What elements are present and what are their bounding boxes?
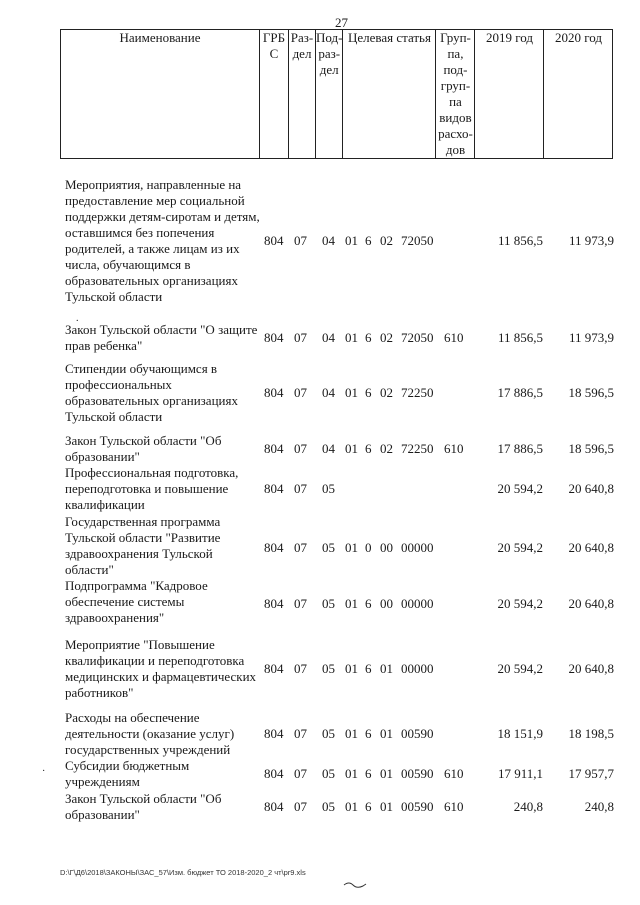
file-path-footer: D:\Г\Д6\2018\ЗАКОНЫ\ЗАС_57\Изм. бюджет ТО 2018-2020_2 чт\pr9.xls: [60, 868, 306, 877]
row-target-subprogram: 6: [365, 596, 372, 611]
row-podrazdel: 05: [322, 726, 335, 741]
row-grbs: 804: [264, 661, 284, 676]
row-target-program: 01: [345, 661, 358, 676]
row-vr: 610: [444, 441, 464, 456]
row-razdel: 07: [294, 441, 307, 456]
row-grbs: 804: [264, 799, 284, 814]
header-vr-line: па: [449, 94, 462, 109]
row-target-subprogram: 6: [365, 661, 372, 676]
row-target-direction: 72050: [401, 233, 434, 248]
row-grbs: 804: [264, 233, 284, 248]
header-grbs-line: ГРБ: [262, 30, 286, 45]
header-vr-line: видов: [439, 110, 472, 125]
row-target-direction: 00000: [401, 596, 434, 611]
row-target-program: 01: [345, 385, 358, 400]
row-razdel: 07: [294, 540, 307, 555]
row-razdel: 07: [294, 233, 307, 248]
row-grbs: 804: [264, 766, 284, 781]
row-2019-value: 11 856,5: [497, 330, 543, 345]
scan-tick: ·: [42, 766, 46, 777]
row-target-program: 01: [345, 596, 358, 611]
header-vr-line: расхо-: [438, 126, 473, 141]
row-2020-value: 18 198,5: [568, 726, 614, 741]
row-grbs: 804: [264, 385, 284, 400]
row-target-subprogram: 6: [365, 385, 372, 400]
row-2019-value: 20 594,2: [497, 661, 543, 676]
handwritten-mark: [343, 880, 367, 888]
row-razdel: 07: [294, 330, 307, 345]
row-name: Закон Тульской области "Об образовании": [65, 433, 222, 464]
row-target-measure: 01: [380, 661, 393, 676]
row-target-direction: 00590: [401, 799, 434, 814]
header-vr-line: дов: [445, 142, 466, 157]
row-2019-value: 17 911,1: [497, 766, 543, 781]
row-2020-value: 20 640,8: [568, 481, 614, 496]
row-target-subprogram: 6: [365, 766, 372, 781]
header-podrazdel-line: дел: [319, 62, 339, 77]
row-2019-value: 17 886,5: [497, 441, 543, 456]
row-razdel: 07: [294, 385, 307, 400]
row-2020-value: 20 640,8: [568, 540, 614, 555]
header-2020: 2020 год: [544, 30, 613, 159]
row-name: Закон Тульской области "О защите прав ребенка": [65, 322, 258, 353]
row-2020-value: 11 973,9: [568, 330, 614, 345]
row-podrazdel: 04: [322, 330, 335, 345]
row-2019-value: 20 594,2: [497, 596, 543, 611]
row-vr: 610: [444, 766, 464, 781]
header-name: Наименование: [61, 30, 260, 159]
row-name: Расходы на обеспечение деятельности (оказание услуг) государственных учреждений: [65, 710, 235, 757]
row-target-subprogram: 6: [365, 330, 372, 345]
row-target-direction: 00000: [401, 540, 434, 555]
row-target-program: 01: [345, 766, 358, 781]
row-name: Стипендии обучающимся в профессиональных образовательных организациях Тульской области: [65, 361, 238, 424]
row-target-direction: 00590: [401, 766, 434, 781]
header-razdel-line: Раз-: [290, 30, 314, 45]
row-target-measure: 00: [380, 596, 393, 611]
header-vr-line: па,: [447, 46, 464, 61]
row-2019-value: 11 856,5: [497, 233, 543, 248]
row-2020-value: 18 596,5: [568, 441, 614, 456]
row-podrazdel: 04: [322, 233, 335, 248]
row-target-measure: 02: [380, 441, 393, 456]
row-razdel: 07: [294, 726, 307, 741]
row-2019-value: 17 886,5: [497, 385, 543, 400]
header-razdel-line: дел: [292, 46, 312, 61]
header-vr-line: под-: [443, 62, 468, 77]
row-name: Подпрограмма "Кадровое обеспечение системы здравоохранения": [65, 578, 208, 625]
row-target-program: 01: [345, 233, 358, 248]
header-target: Целевая статья: [343, 30, 436, 159]
header-podrazdel-line: Под-: [316, 30, 343, 45]
row-podrazdel: 05: [322, 661, 335, 676]
row-podrazdel: 05: [322, 481, 335, 496]
row-grbs: 804: [264, 481, 284, 496]
row-razdel: 07: [294, 799, 307, 814]
row-2020-value: 18 596,5: [568, 385, 614, 400]
row-2019-value: 18 151,9: [497, 726, 543, 741]
row-name: Профессиональная подготовка, переподготовка и повышение квалификации: [65, 465, 239, 512]
row-target-direction: 72050: [401, 330, 434, 345]
row-grbs: 804: [264, 441, 284, 456]
row-name: Мероприятия, направленные на предоставление мер социальной поддержки детям-сиротам и детям, оставшимся без попечения родителей, а также лицам из их числа, обучающимся в образовательных организациях Тульской области: [65, 177, 260, 304]
row-target-subprogram: 6: [365, 441, 372, 456]
row-razdel: 07: [294, 596, 307, 611]
row-2020-value: 20 640,8: [568, 596, 614, 611]
row-razdel: 07: [294, 661, 307, 676]
row-podrazdel: 05: [322, 540, 335, 555]
row-vr: 610: [444, 330, 464, 345]
row-target-measure: 01: [380, 726, 393, 741]
row-target-program: 01: [345, 330, 358, 345]
row-razdel: 07: [294, 481, 307, 496]
scan-dot: .: [76, 313, 79, 324]
row-target-measure: 02: [380, 330, 393, 345]
row-target-program: 01: [345, 441, 358, 456]
row-target-measure: 01: [380, 766, 393, 781]
row-podrazdel: 05: [322, 766, 335, 781]
row-2020-value: 17 957,7: [568, 766, 614, 781]
row-grbs: 804: [264, 330, 284, 345]
row-target-subprogram: 6: [365, 726, 372, 741]
row-target-program: 01: [345, 799, 358, 814]
row-vr: 610: [444, 799, 464, 814]
header-podrazdel-line: раз-: [318, 46, 341, 61]
row-target-measure: 02: [380, 233, 393, 248]
row-podrazdel: 05: [322, 799, 335, 814]
row-grbs: 804: [264, 596, 284, 611]
row-name: Закон Тульской области "Об образовании": [65, 791, 222, 822]
header-vr-line: Груп-: [440, 30, 471, 45]
row-name: Государственная программа Тульской области "Развитие здравоохранения Тульской области": [65, 514, 221, 577]
header-2019: 2019 год: [475, 30, 544, 159]
row-podrazdel: 05: [322, 596, 335, 611]
row-2019-value: 20 594,2: [497, 540, 543, 555]
row-2020-value: 240,8: [584, 799, 614, 814]
row-target-subprogram: 6: [365, 799, 372, 814]
row-target-measure: 02: [380, 385, 393, 400]
row-target-program: 01: [345, 726, 358, 741]
row-name: Мероприятие "Повышение квалификации и переподготовка медицинских и фармацевтических работников": [65, 637, 257, 700]
row-target-measure: 01: [380, 799, 393, 814]
row-podrazdel: 04: [322, 385, 335, 400]
row-target-direction: 00590: [401, 726, 434, 741]
row-grbs: 804: [264, 726, 284, 741]
row-2020-value: 20 640,8: [568, 661, 614, 676]
row-target-direction: 72250: [401, 385, 434, 400]
header-grbs-line: С: [269, 46, 279, 61]
header-vr-line: груп-: [440, 78, 471, 93]
row-target-measure: 00: [380, 540, 393, 555]
row-target-subprogram: 6: [365, 233, 372, 248]
row-target-program: 01: [345, 540, 358, 555]
row-podrazdel: 04: [322, 441, 335, 456]
row-2019-value: 240,8: [513, 799, 543, 814]
row-name: Субсидии бюджетным учреждениям: [65, 758, 190, 789]
row-razdel: 07: [294, 766, 307, 781]
row-target-direction: 72250: [401, 441, 434, 456]
page-number: 27: [335, 15, 348, 30]
row-target-direction: 00000: [401, 661, 434, 676]
row-2019-value: 20 594,2: [497, 481, 543, 496]
row-grbs: 804: [264, 540, 284, 555]
row-target-subprogram: 0: [365, 540, 372, 555]
row-2020-value: 11 973,9: [568, 233, 614, 248]
